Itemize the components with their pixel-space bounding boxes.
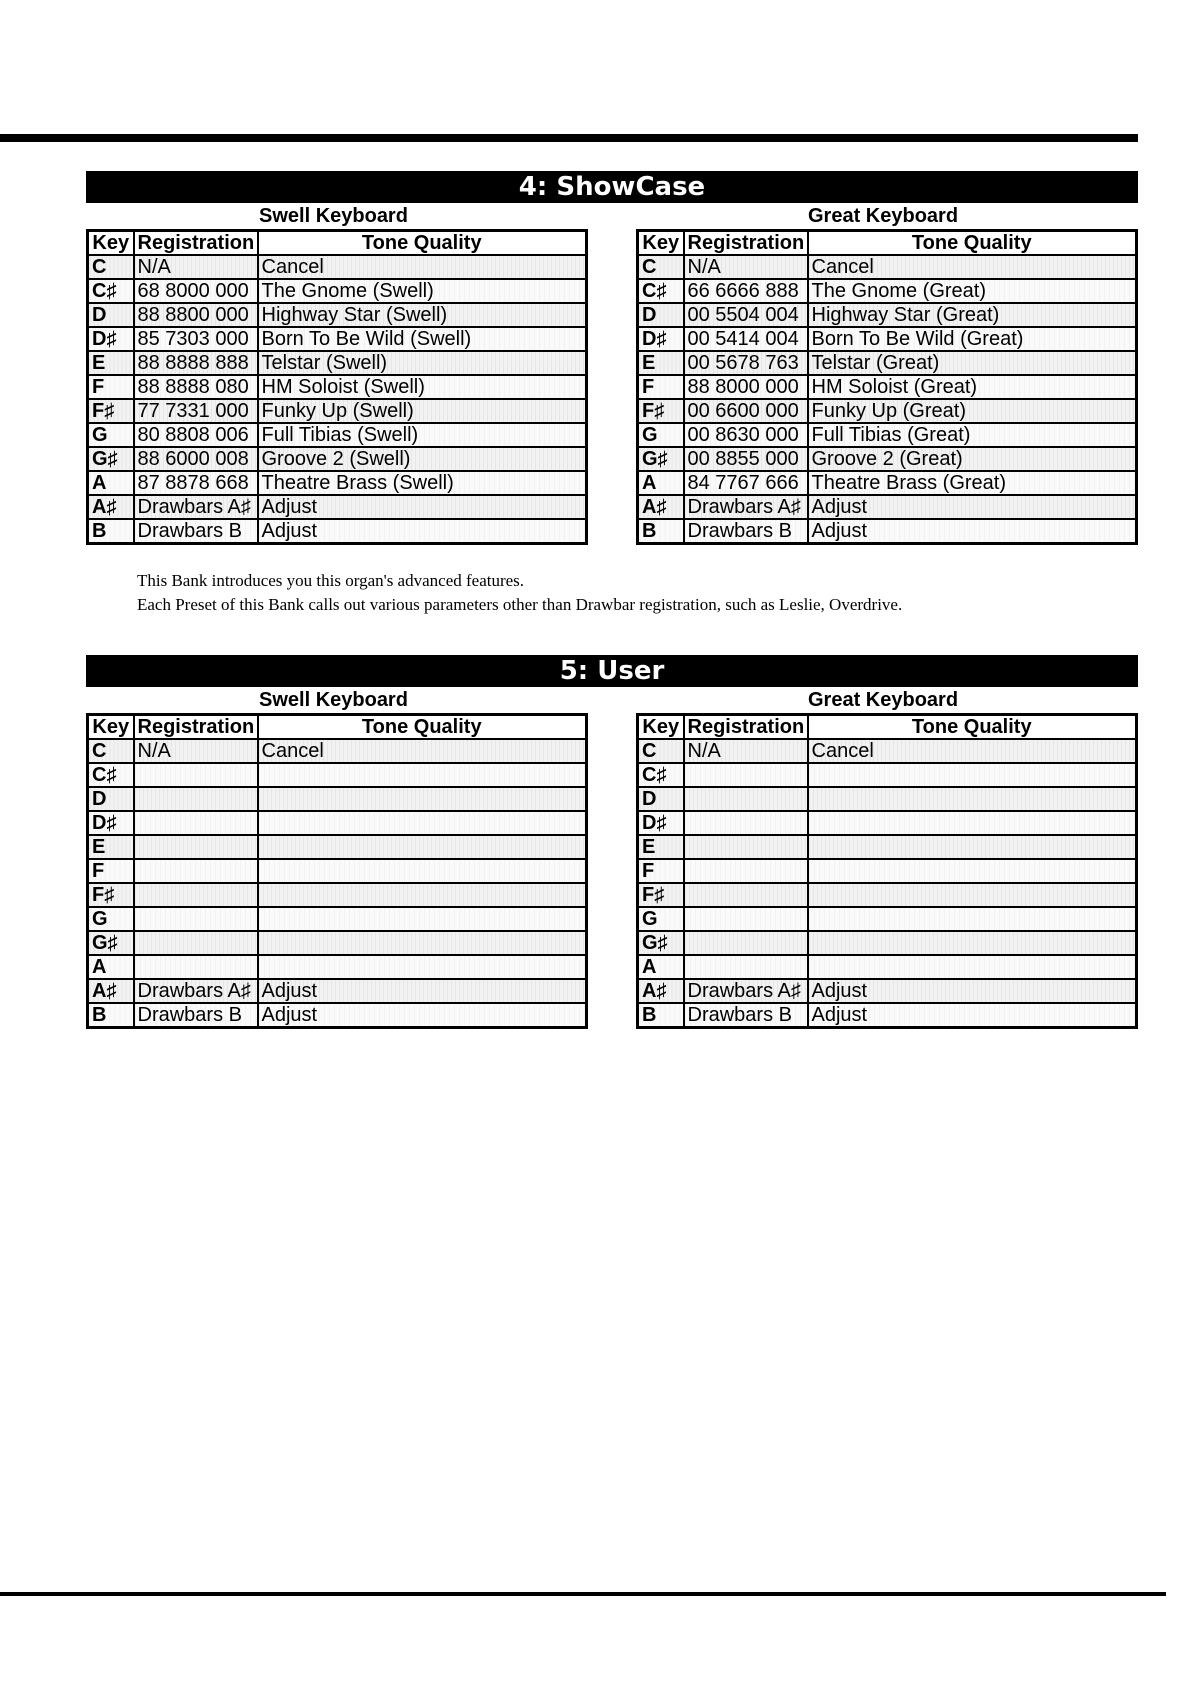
tone-quality-cell: Adjust	[808, 979, 1137, 1003]
registration-cell: Drawbars B	[684, 1003, 808, 1028]
table-row	[638, 471, 1137, 495]
bank-title: 5: User	[86, 655, 1138, 687]
table-row	[638, 955, 1137, 979]
table-row	[88, 255, 587, 279]
table-row	[88, 739, 587, 763]
key-cell: C♯	[638, 279, 684, 303]
registration-cell: 88 8800 000	[134, 303, 258, 327]
top-rule	[0, 134, 1138, 142]
key-cell: D	[638, 787, 684, 811]
registration-cell: 88 8888 888	[134, 351, 258, 375]
table-row	[638, 859, 1137, 883]
key-cell: G	[638, 423, 684, 447]
registration-cell: Drawbars A♯	[134, 979, 258, 1003]
key-cell: G	[88, 423, 134, 447]
bank-title: 4: ShowCase	[86, 171, 1138, 203]
key-header: Key	[638, 715, 684, 740]
tone-quality-cell	[258, 883, 587, 907]
table-row	[638, 399, 1137, 423]
tone-quality-cell: Adjust	[258, 495, 587, 519]
tone-quality-cell	[808, 787, 1137, 811]
registration-cell: 88 6000 008	[134, 447, 258, 471]
key-cell: D	[88, 303, 134, 327]
tone-quality-cell: Theatre Brass (Great)	[808, 471, 1137, 495]
tone-quality-cell	[808, 811, 1137, 835]
table-row	[638, 931, 1137, 955]
tone-quality-cell	[808, 859, 1137, 883]
table-row	[638, 979, 1137, 1003]
table-row	[638, 351, 1137, 375]
tone-quality-cell: Adjust	[808, 519, 1137, 544]
key-cell: F	[638, 859, 684, 883]
key-cell: B	[638, 1003, 684, 1028]
registration-header: Registration	[684, 715, 808, 740]
table-row	[638, 787, 1137, 811]
registration-cell	[684, 955, 808, 979]
key-cell: A	[638, 471, 684, 495]
key-cell: A♯	[638, 495, 684, 519]
table-row	[638, 739, 1137, 763]
tone-quality-header: Tone Quality	[258, 231, 587, 256]
registration-cell: Drawbars B	[134, 519, 258, 544]
key-cell: G♯	[638, 447, 684, 471]
key-cell: C	[88, 255, 134, 279]
tone-quality-cell	[258, 931, 587, 955]
tone-quality-cell: Born To Be Wild (Great)	[808, 327, 1137, 351]
key-cell: C♯	[88, 279, 134, 303]
key-cell: C♯	[638, 763, 684, 787]
registration-cell: 00 5414 004	[684, 327, 808, 351]
registration-cell: 85 7303 000	[134, 327, 258, 351]
key-cell: C	[638, 739, 684, 763]
table-row	[638, 1003, 1137, 1028]
tone-quality-header: Tone Quality	[808, 231, 1137, 256]
key-cell: E	[88, 835, 134, 859]
registration-cell: 00 5678 763	[684, 351, 808, 375]
key-header: Key	[638, 231, 684, 256]
registration-header: Registration	[684, 231, 808, 256]
key-cell: F♯	[638, 883, 684, 907]
key-cell: A	[638, 955, 684, 979]
key-cell: A♯	[638, 979, 684, 1003]
table-row	[88, 279, 587, 303]
table-row	[88, 351, 587, 375]
bank-note-2: Each Preset of this Bank calls out various parameters other than Drawbar registration, such as Leslie, Overdrive.	[137, 595, 903, 614]
registration-cell	[134, 811, 258, 835]
key-cell: B	[638, 519, 684, 544]
registration-cell: Drawbars A♯	[134, 495, 258, 519]
tone-quality-header: Tone Quality	[808, 715, 1137, 740]
table-row	[638, 811, 1137, 835]
registration-cell: N/A	[684, 739, 808, 763]
tone-quality-cell: Highway Star (Great)	[808, 303, 1137, 327]
key-cell: D♯	[638, 327, 684, 351]
registration-cell	[684, 907, 808, 931]
tone-quality-cell: Cancel	[258, 255, 587, 279]
registration-cell	[684, 787, 808, 811]
tone-quality-cell: Full Tibias (Swell)	[258, 423, 587, 447]
key-cell: C♯	[88, 763, 134, 787]
registration-cell: 00 8630 000	[684, 423, 808, 447]
registration-cell: Drawbars B	[684, 519, 808, 544]
registration-cell: 88 8888 080	[134, 375, 258, 399]
tone-quality-cell: Cancel	[258, 739, 587, 763]
key-cell: D♯	[88, 811, 134, 835]
tone-quality-cell: The Gnome (Great)	[808, 279, 1137, 303]
tone-quality-cell: Cancel	[808, 255, 1137, 279]
tone-quality-cell: Groove 2 (Swell)	[258, 447, 587, 471]
key-cell: G	[638, 907, 684, 931]
table-row	[88, 979, 587, 1003]
key-cell: A	[88, 955, 134, 979]
key-cell: B	[88, 519, 134, 544]
table-row	[88, 787, 587, 811]
registration-cell	[134, 859, 258, 883]
registration-cell	[684, 883, 808, 907]
tone-quality-cell: The Gnome (Swell)	[258, 279, 587, 303]
tone-quality-cell: Adjust	[808, 1003, 1137, 1028]
registration-cell	[134, 835, 258, 859]
table-row	[88, 931, 587, 955]
table-row	[638, 763, 1137, 787]
key-header: Key	[88, 231, 134, 256]
table-row	[88, 835, 587, 859]
registration-cell	[684, 763, 808, 787]
bank-user-section	[86, 655, 1138, 1055]
tone-quality-cell: Adjust	[258, 519, 587, 544]
key-cell: F♯	[88, 883, 134, 907]
great-keyboard-label: Great Keyboard	[808, 689, 959, 711]
tone-quality-cell	[258, 907, 587, 931]
bank-note-1: This Bank introduces you this organ's advanced features.	[137, 571, 525, 590]
key-cell: D	[88, 787, 134, 811]
keyboard-labels	[86, 203, 1138, 229]
tone-quality-cell: Telstar (Swell)	[258, 351, 587, 375]
tone-quality-header: Tone Quality	[258, 715, 587, 740]
keyboard-labels	[86, 687, 1138, 713]
registration-cell: 00 8855 000	[684, 447, 808, 471]
tone-quality-cell	[808, 907, 1137, 931]
tone-quality-cell: Theatre Brass (Swell)	[258, 471, 587, 495]
registration-cell: Drawbars A♯	[684, 979, 808, 1003]
tone-quality-cell: HM Soloist (Swell)	[258, 375, 587, 399]
tone-quality-cell: Cancel	[808, 739, 1137, 763]
table-row	[88, 859, 587, 883]
table-row	[638, 835, 1137, 859]
tone-quality-cell	[808, 835, 1137, 859]
tone-quality-cell	[258, 859, 587, 883]
table-row	[638, 907, 1137, 931]
tone-quality-cell	[808, 883, 1137, 907]
key-cell: D♯	[638, 811, 684, 835]
great-keyboard-label: Great Keyboard	[808, 205, 959, 227]
table-row	[88, 327, 587, 351]
table-row	[88, 519, 587, 544]
key-header: Key	[88, 715, 134, 740]
key-cell: E	[638, 351, 684, 375]
registration-cell	[134, 931, 258, 955]
registration-cell	[134, 955, 258, 979]
registration-cell: N/A	[684, 255, 808, 279]
table-row	[88, 303, 587, 327]
table-row	[638, 375, 1137, 399]
registration-cell: N/A	[134, 255, 258, 279]
registration-cell: N/A	[134, 739, 258, 763]
registration-cell: 88 8000 000	[684, 375, 808, 399]
key-cell: A♯	[88, 979, 134, 1003]
registration-header: Registration	[134, 715, 258, 740]
key-cell: D	[638, 303, 684, 327]
table-row	[638, 883, 1137, 907]
key-cell: D♯	[88, 327, 134, 351]
tone-quality-cell	[258, 835, 587, 859]
registration-cell: 84 7767 666	[684, 471, 808, 495]
registration-cell: 66 6666 888	[684, 279, 808, 303]
tone-quality-cell	[258, 811, 587, 835]
tone-quality-cell	[258, 763, 587, 787]
tone-quality-cell: Adjust	[258, 979, 587, 1003]
tone-quality-cell	[808, 763, 1137, 787]
registration-header: Registration	[134, 231, 258, 256]
table-row	[638, 447, 1137, 471]
tone-quality-cell: Full Tibias (Great)	[808, 423, 1137, 447]
tone-quality-cell: HM Soloist (Great)	[808, 375, 1137, 399]
tone-quality-cell: Funky Up (Swell)	[258, 399, 587, 423]
key-cell: E	[638, 835, 684, 859]
table-row	[638, 327, 1137, 351]
tone-quality-cell: Funky Up (Great)	[808, 399, 1137, 423]
table-row	[88, 495, 587, 519]
table-row	[638, 519, 1137, 544]
tone-quality-cell: Born To Be Wild (Swell)	[258, 327, 587, 351]
registration-cell	[684, 835, 808, 859]
tone-quality-cell	[258, 787, 587, 811]
key-cell: G	[88, 907, 134, 931]
table-row	[88, 423, 587, 447]
great-registration-table	[636, 229, 1138, 545]
key-cell: C	[638, 255, 684, 279]
tone-quality-cell: Telstar (Great)	[808, 351, 1137, 375]
swell-keyboard-label: Swell Keyboard	[259, 689, 408, 711]
registration-cell: 80 8808 006	[134, 423, 258, 447]
tone-quality-cell	[808, 931, 1137, 955]
key-cell: F	[88, 375, 134, 399]
key-cell: C	[88, 739, 134, 763]
registration-cell	[684, 931, 808, 955]
registration-cell: 00 6600 000	[684, 399, 808, 423]
registration-cell: 77 7331 000	[134, 399, 258, 423]
key-cell: G♯	[638, 931, 684, 955]
table-row	[88, 907, 587, 931]
table-row	[638, 279, 1137, 303]
registration-cell: 68 8000 000	[134, 279, 258, 303]
table-row	[638, 423, 1137, 447]
table-row	[88, 883, 587, 907]
registration-cell: Drawbars B	[134, 1003, 258, 1028]
tone-quality-cell	[808, 955, 1137, 979]
table-row	[88, 955, 587, 979]
registration-cell	[134, 907, 258, 931]
table-row	[88, 471, 587, 495]
key-cell: F♯	[638, 399, 684, 423]
table-row	[88, 447, 587, 471]
great-registration-table	[636, 713, 1138, 1029]
registration-cell	[134, 787, 258, 811]
registration-cell: Drawbars A♯	[684, 495, 808, 519]
tone-quality-cell: Adjust	[258, 1003, 587, 1028]
registration-cell	[684, 859, 808, 883]
tone-quality-cell: Adjust	[808, 495, 1137, 519]
swell-keyboard-label: Swell Keyboard	[259, 205, 408, 227]
table-row	[88, 399, 587, 423]
table-row	[88, 763, 587, 787]
tone-quality-cell	[258, 955, 587, 979]
registration-cell: 00 5504 004	[684, 303, 808, 327]
registration-cell	[134, 883, 258, 907]
key-cell: E	[88, 351, 134, 375]
key-cell: B	[88, 1003, 134, 1028]
key-cell: F♯	[88, 399, 134, 423]
table-row	[638, 495, 1137, 519]
bank-showcase-section	[86, 171, 1138, 571]
table-row	[88, 1003, 587, 1028]
key-cell: G♯	[88, 447, 134, 471]
key-cell: A♯	[88, 495, 134, 519]
table-row	[88, 375, 587, 399]
swell-registration-table	[86, 229, 588, 545]
key-cell: G♯	[88, 931, 134, 955]
key-cell: A	[88, 471, 134, 495]
table-row	[638, 303, 1137, 327]
bottom-rule	[0, 1592, 1166, 1596]
swell-registration-table	[86, 713, 588, 1029]
key-cell: F	[88, 859, 134, 883]
registration-cell	[684, 811, 808, 835]
tone-quality-cell: Groove 2 (Great)	[808, 447, 1137, 471]
tone-quality-cell: Highway Star (Swell)	[258, 303, 587, 327]
key-cell: F	[638, 375, 684, 399]
table-row	[638, 255, 1137, 279]
table-row	[88, 811, 587, 835]
registration-cell	[134, 763, 258, 787]
registration-cell: 87 8878 668	[134, 471, 258, 495]
